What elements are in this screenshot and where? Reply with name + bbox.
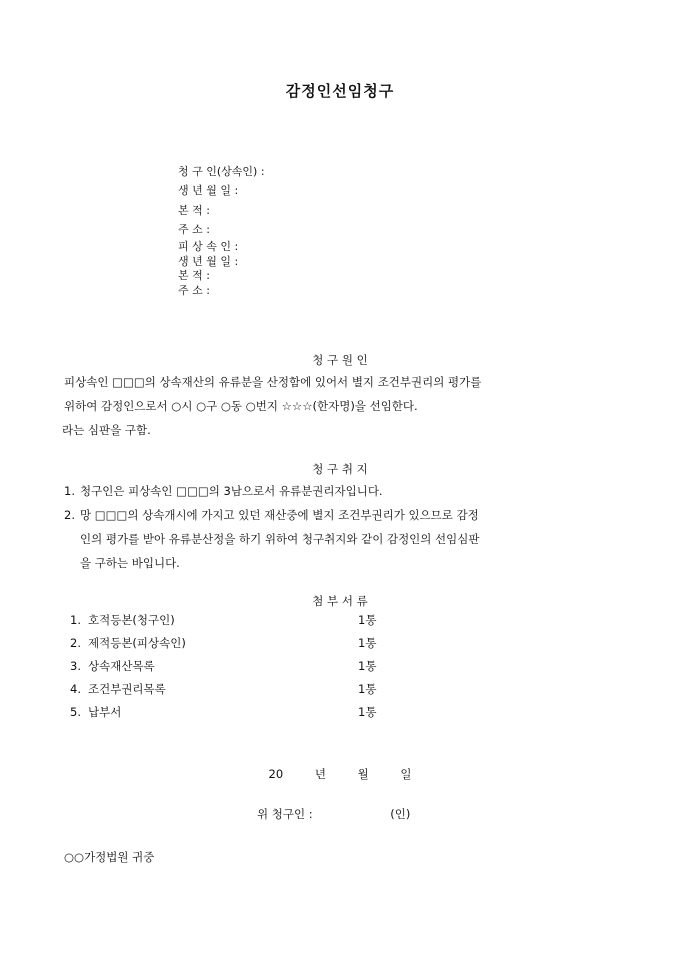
- party-row-address: [178, 223, 210, 237]
- date-line: [0, 766, 680, 782]
- purpose-heading: 청 구 취 지: [312, 462, 368, 476]
- signature-label: 위 청구인 :: [257, 807, 313, 821]
- attachment-qty: 1통: [358, 659, 377, 673]
- attachment-name: 상속재산목록: [88, 659, 155, 673]
- cause-line: 위하여 감정인으로서 ○시 ○구 ○동 ○번지 ☆☆☆(한자명)을 선임한다.: [64, 399, 418, 413]
- party-label: 주 소 :: [178, 284, 210, 297]
- signature-line: [257, 806, 410, 822]
- attachment-item: [70, 655, 390, 677]
- party-label: 피 상 속 인 :: [178, 240, 239, 253]
- party-row-decedent-address: [178, 284, 210, 298]
- cause-line: 피상속인 □□□의 상속재산의 유류분을 산정함에 있어서 별지 조건부권리의 평가를: [64, 375, 482, 389]
- attachment-number: 5.: [70, 705, 81, 719]
- date-month-unit: 월: [357, 767, 369, 781]
- party-row-decedent-domicile: [178, 269, 210, 283]
- purpose-item-continuation: [64, 551, 624, 575]
- date-year: 20: [268, 767, 284, 781]
- party-label: 생 년 월 일 :: [178, 184, 239, 197]
- party-row-claimant: [178, 165, 265, 179]
- party-row-domicile: [178, 204, 210, 218]
- purpose-item-continuation: [64, 527, 624, 551]
- cause-line: 라는 심판을 구함.: [62, 423, 151, 437]
- date-year-unit: 년: [314, 767, 326, 781]
- purpose-item-text: 인의 평가를 받아 유류분산정을 하기 위하여 청구취지와 같이 감정인의 선임심판: [80, 532, 480, 546]
- attachment-item: [70, 701, 390, 723]
- attachment-name: 호적등본(청구인): [88, 613, 175, 627]
- attachment-number: 2.: [70, 636, 81, 650]
- purpose-list: [64, 479, 624, 575]
- party-row-decedent: [178, 240, 238, 254]
- purpose-item: [64, 479, 624, 503]
- party-label: 본 적 :: [178, 204, 210, 217]
- attachment-item: [70, 609, 390, 631]
- attachment-item: [70, 632, 390, 654]
- attachment-name: 조건부권리목록: [88, 682, 166, 696]
- party-label: 생 년 월 일 :: [178, 255, 239, 268]
- attachment-qty: 1통: [358, 705, 377, 719]
- party-label: 본 적 :: [178, 269, 210, 282]
- cause-heading: 청 구 원 인: [312, 353, 368, 367]
- purpose-item-text: 망 □□□의 상속개시에 가지고 있던 재산중에 별지 조건부권리가 있으므로 감정: [80, 508, 479, 522]
- purpose-item-text: 청구인은 피상속인 □□□의 3남으로서 유류분권리자입니다.: [80, 484, 383, 498]
- attachment-number: 4.: [70, 682, 81, 696]
- purpose-item-text: 을 구하는 바입니다.: [80, 556, 180, 570]
- cause-paragraph: [64, 370, 612, 442]
- purpose-item-number: 2.: [64, 508, 75, 522]
- purpose-item: [64, 503, 624, 527]
- attachment-number: 1.: [70, 613, 81, 627]
- party-row-birthdate: [178, 184, 238, 198]
- attachment-qty: 1통: [358, 613, 377, 627]
- party-label: 주 소 :: [178, 223, 210, 236]
- party-label: 청 구 인(상속인) :: [178, 165, 265, 178]
- attachment-name: 제적등본(피상속인): [88, 636, 186, 650]
- signature-seal: (인): [390, 807, 411, 821]
- attachment-number: 3.: [70, 659, 81, 673]
- purpose-item-number: 1.: [64, 484, 75, 498]
- attachments-heading: 첨 부 서 류: [312, 594, 368, 608]
- document-title: 감정인선임청구: [285, 82, 395, 100]
- attachment-item: [70, 678, 390, 700]
- attachment-qty: 1통: [358, 636, 377, 650]
- attachment-name: 납부서: [88, 705, 122, 719]
- attachment-qty: 1통: [358, 682, 377, 696]
- party-row-decedent-birthdate: [178, 255, 238, 269]
- date-day-unit: 일: [400, 767, 412, 781]
- court-addressee: ○○가정법원 귀중: [64, 850, 155, 864]
